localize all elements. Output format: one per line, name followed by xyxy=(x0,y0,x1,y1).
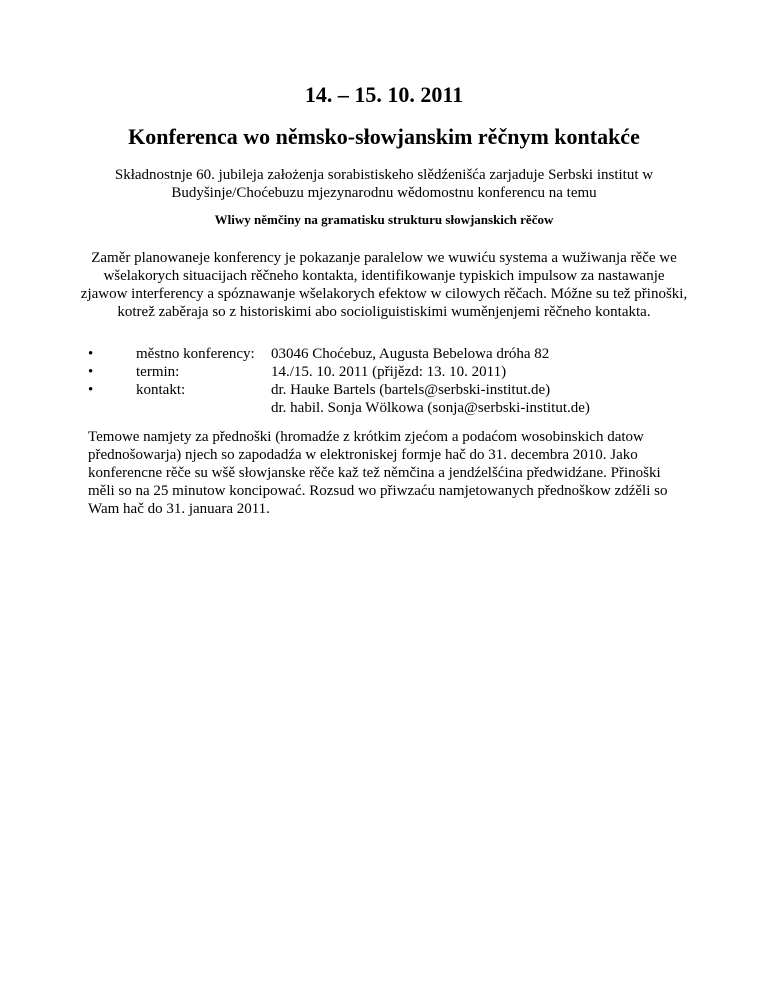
aim-paragraph: Zaměr planowaneje konferency je pokazanje paralelow we wuwiću systema a wužiwanja rěče we wšelakorych situacijach rěčneho kontakta, identifikowanje typiskich impulsow za nastawanje zjawow interferency a spóznawanje wšelakorych efektow w cilowych rěčach. Móžne su tež přinoški, kotrež zaběraja so z historiskimi abo socioliguistiskimi wuměnjenjemi rěčneho kontakta. xyxy=(80,250,688,320)
closing-paragraph: Temowe namjety za přednoški (hromadźe z krótkim zjećom a podaćom wosobinskich datow přednošowarja) njech so zapodadźa w elektroniskej formje hač do 31. decembra 2010. Jako konferencne rěče su wšě słowjanske rěče kaž tež němčina a jendźelšćina předwidźane. Přinoški měli so na 25 minutow koncipować. Rozsud wo přiwzaću namjetowanych přednoškow zdźěli so Wam hač do 31. januara 2011. xyxy=(88,429,668,517)
conference-topic: Wliwy němčiny na gramatisku strukturu słowjanskich rěčow xyxy=(214,212,554,227)
detail-row-contact xyxy=(88,381,688,399)
intro-paragraph: Składnostnje 60. jubileja założenja sorabistiskeho slědźenišća zarjaduje Serbski institut w Budyšinje/Choćebuzu mjezynarodnu wědomostnu konferencu na temu xyxy=(114,167,654,201)
detail-row-contact-2 xyxy=(88,399,688,417)
venue-value: 03046 Choćebuz, Augusta Bebelowa dróha 82 xyxy=(271,346,550,362)
term-value: 14./15. 10. 2011 (přijězd: 13. 10. 2011) xyxy=(271,364,507,380)
details-list xyxy=(88,345,688,417)
term-label: termin: xyxy=(136,364,180,380)
conference-title: Konferenca wo němsko-słowjanskim rěčnym kontakće xyxy=(128,124,640,149)
contact-value-1: dr. Hauke Bartels (bartels@serbski-institut.de) xyxy=(271,382,551,398)
venue-label: městno konferency: xyxy=(136,346,255,362)
contact-value-2: dr. habil. Sonja Wölkowa (sonja@serbski-institut.de) xyxy=(271,400,590,416)
bullet-icon: • xyxy=(88,364,94,380)
contact-label: kontakt: xyxy=(136,382,186,398)
bullet-icon: • xyxy=(88,346,94,362)
conference-dates-heading: 14. – 15. 10. 2011 xyxy=(304,82,464,107)
detail-row-venue xyxy=(88,345,688,363)
bullet-icon: • xyxy=(88,382,94,398)
detail-row-term xyxy=(88,363,688,381)
